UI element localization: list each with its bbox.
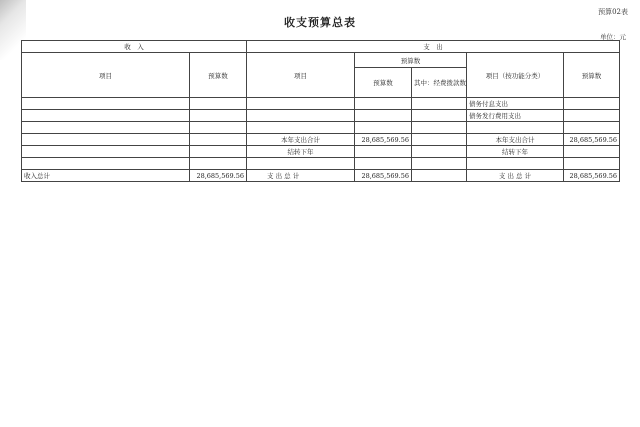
- budget-summary-table: [21, 40, 620, 182]
- table-row: [22, 134, 620, 146]
- col-expense-item: 项目: [247, 53, 355, 98]
- row-debt-issue: 债务发行费用支出: [467, 110, 564, 122]
- table-row: [22, 98, 620, 110]
- row-func-carry-label: 结转下年: [467, 146, 564, 158]
- table-section-header-row: [22, 41, 620, 53]
- row-func-expense-total-value: 28,685,569.56: [564, 170, 620, 182]
- row-func-year-total-label: 本年支出合计: [467, 134, 564, 146]
- row-func-year-total-value: 28,685,569.56: [564, 134, 620, 146]
- table-row: [22, 158, 620, 170]
- table-row: [22, 122, 620, 134]
- table-row-totals: [22, 170, 620, 182]
- section-income-header: 收 入: [22, 41, 247, 53]
- table-row: [22, 146, 620, 158]
- col-income-item: 项目: [22, 53, 190, 98]
- col-income-budget: 预算数: [190, 53, 247, 98]
- unit-label: 单位：元: [600, 33, 626, 41]
- column-header-row-1: [22, 53, 620, 68]
- row-func-expense-total-label: 支 出 总 计: [467, 170, 564, 182]
- row-year-total-label: 本年支出合计: [247, 134, 355, 146]
- col-budget-total: 预算数: [355, 68, 412, 98]
- table-row: [22, 110, 620, 122]
- form-id: 预算02表: [598, 8, 628, 16]
- row-year-total-value: 28,685,569.56: [355, 134, 412, 146]
- col-functional-budget: 预算数: [564, 53, 620, 98]
- row-expense-total-value: 28,685,569.56: [355, 170, 412, 182]
- row-carry-label: 结转下年: [247, 146, 355, 158]
- col-functional-item: 项目（按功能分类）: [467, 53, 564, 98]
- row-debt-interest: 债务付息支出: [467, 98, 564, 110]
- row-income-total-value: 28,685,569.56: [190, 170, 247, 182]
- row-expense-total-label: 支 出 总 计: [247, 170, 355, 182]
- col-budget-group: 预算数: [355, 53, 467, 68]
- page-title: 收支预算总表: [284, 16, 356, 29]
- section-expense-header: 支 出: [247, 41, 620, 53]
- row-income-total-label: 收入总计: [22, 170, 190, 182]
- col-budget-of-which: 其中：经费拨款数: [412, 68, 467, 98]
